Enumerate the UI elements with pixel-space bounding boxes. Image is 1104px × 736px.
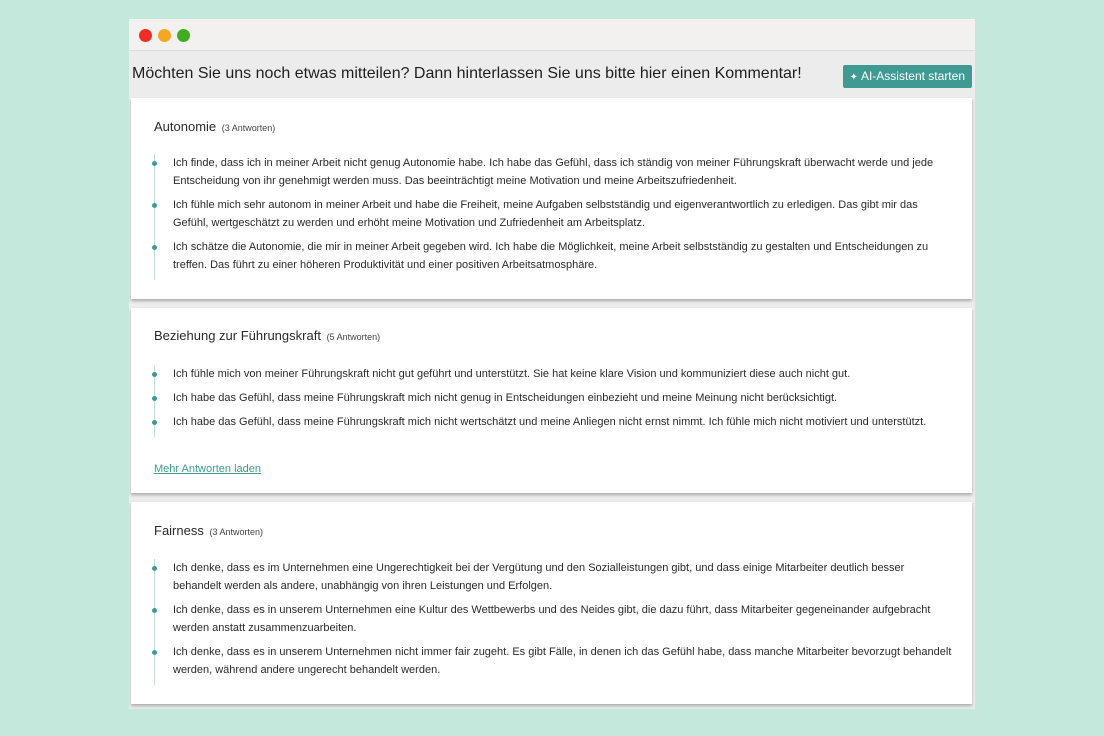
page-title: Möchten Sie uns noch etwas mitteilen? Dann hinterlassen Sie uns bitte hier einen Kommentar! xyxy=(132,65,802,82)
section-title-text: Autonomie xyxy=(154,119,217,134)
section-title-text: Fairness xyxy=(154,523,204,538)
answer-count: (3 Antworten) xyxy=(209,527,264,537)
close-window-button[interactable] xyxy=(139,29,152,42)
list-item: Ich habe das Gefühl, dass meine Führungskraft mich nicht genug in Entscheidungen einbezieht und meine Meinung nicht berücksichtigt. xyxy=(155,389,954,407)
list-item: Ich fühle mich von meiner Führungskraft nicht gut geführt und unterstützt. Sie hat keine klare Vision und kommuniziert diese auch nicht gut. xyxy=(155,365,954,383)
minimize-window-button[interactable] xyxy=(158,29,171,42)
sparkle-icon: ✦ xyxy=(849,72,858,83)
section-title xyxy=(154,523,263,538)
section-title xyxy=(154,119,275,134)
app-window xyxy=(129,19,975,709)
list-item: Ich finde, dass ich in meiner Arbeit nicht genug Autonomie habe. Ich habe das Gefühl, dass ich ständig von meiner Führungskraft überwacht werde und jede Entscheidung von ihr genehmigt werden muss. Das beeinträchtigt meine Motivation und meine Arbeitszufriedenheit. xyxy=(155,154,954,190)
section-title-text: Beziehung zur Führungskraft xyxy=(154,328,321,343)
start-ai-assistant-button[interactable] xyxy=(843,65,972,88)
list-item: Ich denke, dass es in unserem Unternehmen eine Kultur des Wettbewerbs und des Neides gibt, die dazu führt, dass Mitarbeiter gegeneinander aufgebracht werden anstatt zusammenzuarbeiten. xyxy=(155,601,954,637)
section-card-autonomie xyxy=(131,98,972,299)
answer-count: (5 Antworten) xyxy=(326,332,381,342)
answer-list xyxy=(154,154,954,280)
section-card-fuehrungskraft xyxy=(131,308,972,493)
answer-list xyxy=(154,365,954,437)
ai-button-label: AI-Assistent starten xyxy=(860,69,965,83)
list-item: Ich schätze die Autonomie, die mir in meiner Arbeit gegeben wird. Ich habe die Möglichkeit, meine Arbeit selbstständig zu gestalten und Entscheidungen zu treffen. Das führt zu einer höheren Produktivität und einer positiven Arbeitsatmosphäre. xyxy=(155,238,954,274)
list-item: Ich denke, dass es in unserem Unternehmen nicht immer fair zugeht. Es gibt Fälle, in denen ich das Gefühl habe, dass manche Mitarbeiter bevorzugt behandelt werden, während andere ungerecht behandelt werden. xyxy=(155,643,954,679)
answer-count: (3 Antworten) xyxy=(221,123,276,133)
load-more-answers-link[interactable]: Mehr Antworten laden xyxy=(154,463,262,475)
section-card-fairness xyxy=(131,502,972,704)
maximize-window-button[interactable] xyxy=(177,29,190,42)
page-header xyxy=(129,51,975,98)
answer-list xyxy=(154,559,954,685)
title-bar xyxy=(129,19,975,51)
list-item: Ich habe das Gefühl, dass meine Führungskraft mich nicht wertschätzt und meine Anliegen nicht ernst nimmt. Ich fühle mich nicht motiviert und unterstützt. xyxy=(155,413,954,431)
section-title xyxy=(154,328,380,343)
list-item: Ich fühle mich sehr autonom in meiner Arbeit und habe die Freiheit, meine Aufgaben selbstständig und eigenverantwortlich zu erledigen. Das gibt mir das Gefühl, wertgeschätzt zu werden und erhöht meine Motivation und Zufriedenheit am Arbeitsplatz. xyxy=(155,196,954,232)
list-item: Ich denke, dass es im Unternehmen eine Ungerechtigkeit bei der Vergütung und den Sozialleistungen gibt, und dass einige Mitarbeiter deutlich besser behandelt werden als andere, unabhängig von ihren Leistungen und Erfolgen. xyxy=(155,559,954,595)
